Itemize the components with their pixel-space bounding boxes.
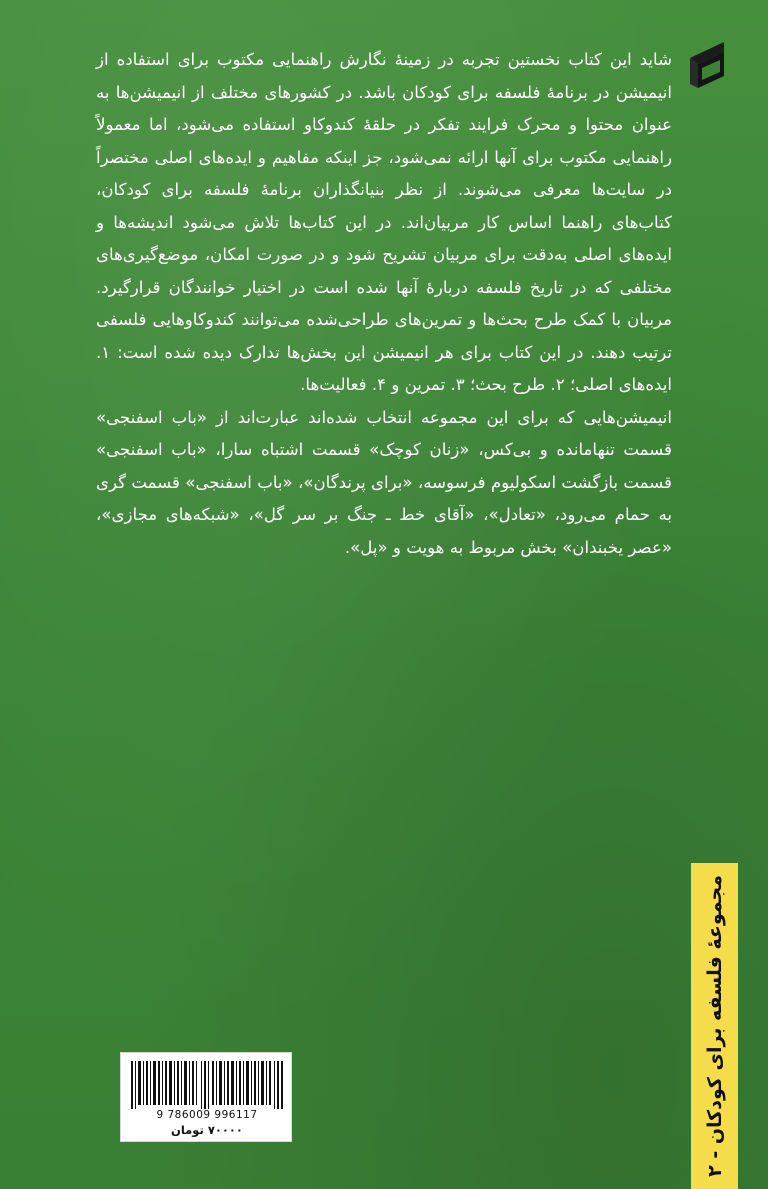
paragraph-animations: انیمیشن‌هایی که برای این مجموعه انتخاب شده‌اند عبارت‌اند از «باب اسفنجی» قسمت تنهامانده و بی‌کس، «زنان کوچک» قسمت اشتباه سارا، «باب اسفنجی» قسمت بازگشت اسکولیوم فرسوسه، «برای پرندگان»، «باب اسفنجی» قسمت گری به حمام می‌رود، «تعادل»، «آقای خط ـ جنگ بر سر گل»، «شبکه‌های مجازی»، «عصر یخبندان» بخش مربوط به هویت و «پل». <box>96 407 672 557</box>
back-cover-text <box>96 44 672 564</box>
barcode-icon <box>131 1061 283 1109</box>
barcode-label <box>120 1052 292 1142</box>
price-label: ۷۰۰۰۰ تومان <box>171 1123 243 1137</box>
paragraph-intro: شاید این کتاب نخستین تجربه در زمینهٔ نگارش راهنمایی مکتوب برای استفاده از انیمیشن در برنامهٔ فلسفه برای کودکان باشد. در کشورهای مختلف از انیمیشن‌ها به عنوان محتوا و محرک فرایند تفکر در حلقهٔ کندوکاو استفاده می‌شود، اما معمولاً راهنمایی مکتوب برای آنها ارائه نمی‌شود، جز اینکه مفاهیم و ایده‌های اصلی مختصراً در سایت‌ها معرفی می‌شوند. از نظر بنیانگذاران برنامهٔ فلسفه برای کودکان، کتاب‌های راهنما اساس کار مربیان‌اند. در این کتاب‌ها تلاش می‌شود اندیشه‌ها و ایده‌های اصلی به‌دقت برای مربیان تشریح شود و در صورت امکان، موضع‌گیری‌های مختلفی که در تاریخ فلسفه دربارهٔ آنها شده است در اختیار خوانندگان قرارگیرد. مربیان با کمک طرح بحث‌ها و تمرین‌های طراحی‌شده می‌توانند کندوکاوهایی فلسفی ترتیب دهند. در این کتاب برای هر انیمیشن این بخش‌ها تدارک دیده شده است: ۱. ایده‌های اصلی؛ ۲. طرح بحث؛ ۳. تمرین و ۴. فعالیت‌ها. <box>96 50 672 394</box>
series-title: مجموعهٔ فلسفه برای کودکان - ۲ <box>703 875 726 1177</box>
series-band <box>691 863 738 1189</box>
publisher-logo-icon <box>684 38 730 92</box>
isbn-number: 9 786009 996117 <box>156 1109 258 1121</box>
